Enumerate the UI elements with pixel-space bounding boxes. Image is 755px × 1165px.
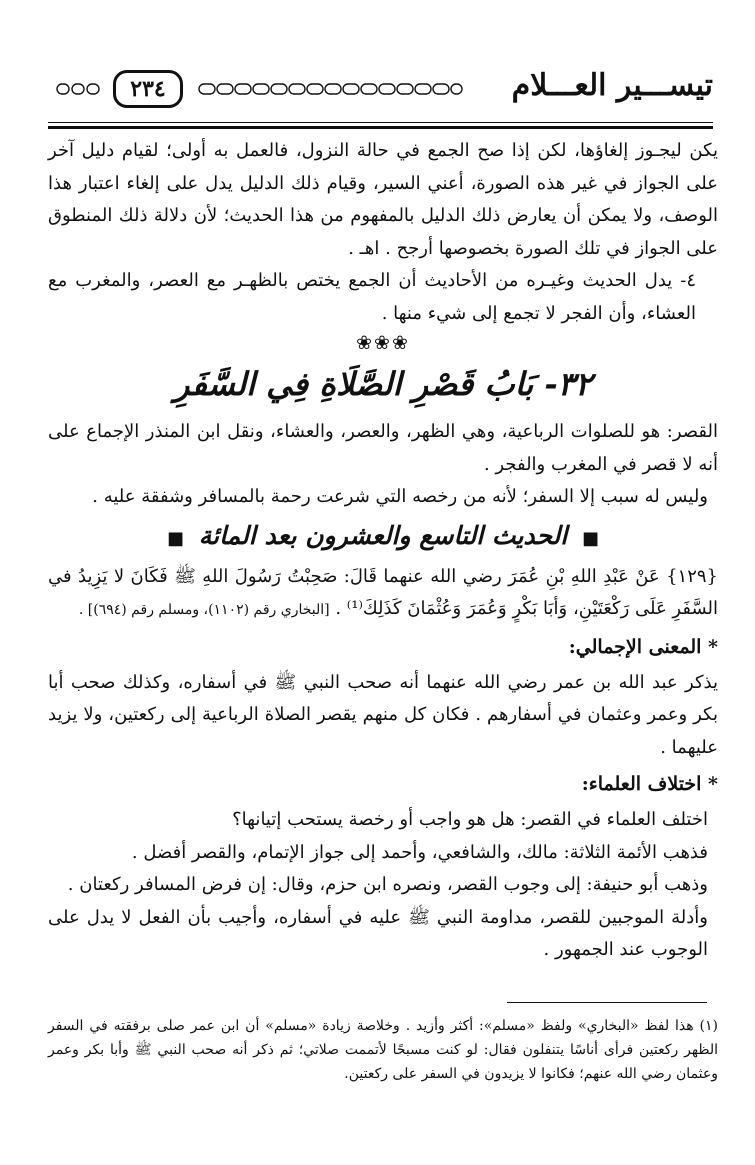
point-four-paragraph: ٤- يدل الحديث وغيـره من الأحاديث أن الجمع يختص بالظهـر مع العصر، والمغرب مع العشاء، وأن الفجر لا تجمع إلى شيء منها .: [48, 270, 696, 324]
general-meaning-heading: * المعنى الإجمالي:: [568, 635, 718, 658]
square-marker-icon: ■: [167, 527, 185, 549]
header-rule-thin: [48, 122, 713, 123]
flower-ornament-icon: ❀❀❀: [356, 332, 410, 354]
hadith-reference: [البخاري رقم (١١٠٢)، ومسلم رقم (٦٩٤)] .: [78, 602, 330, 618]
header-rule-thick: [48, 126, 713, 129]
disagreement-paragraph-3: وذهب أبو حنيفة: إلى وجوب القصر، ونصره ابن حزم، وقال: إن فرض المسافر ركعتان .: [67, 874, 708, 895]
disagreement-paragraph-4: وأدلة الموجبين للقصر، مداومة النبي ﷺ عليه في أسفاره، وأجيب بأن الفعل لا يدل على الوجوب عند الجمهور .: [48, 906, 708, 960]
intro-paragraph: القصر: هو للصلوات الرباعية، وهي الظهر، والعصر، والعشاء، ونقل ابن المنذر الإجماع على أنه لا قصر في المغرب والفجر .: [48, 421, 718, 475]
book-title: تيســـير العـــلام: [511, 68, 713, 103]
disagreement-paragraph-1: اختلف العلماء في القصر: هل هو واجب أو رخصة يستحب إتيانها؟: [232, 809, 708, 830]
hadith-title: [48, 514, 718, 561]
square-marker-icon: ■: [581, 527, 599, 549]
footnote-separator: [507, 1002, 707, 1003]
chain-ornament-small-icon: [56, 82, 100, 96]
general-meaning-text: يذكر عبد الله بن عمر رضي الله عنهما أنه صحب النبي ﷺ في أسفاره، وكذلك صحب أبا بكر وعمر وعثمان في أسفارهم . فكان كل منهم يقصر الصلاة الرباعية إلى ركعتين، ولا يزيد عليهما .: [48, 671, 718, 758]
page-body: [48, 135, 718, 967]
chapter-title: ٣٢- بَابُ قَصْرِ الصَّلَاةِ فِي السَّفَرِ: [173, 365, 593, 403]
footnote: (١) هذا لفظ «البخاري» ولفظ «مسلم»: أكثر وأزيد . وخلاصة زيادة «مسلم» أن ابن عمر صلى برفقته في السفر الظهر ركعتين فرأى أناسًا يتنفلون فقال: لو كنت مسبحًا لأتممت صلاتي؛ ثم ذكر أنه صحب النبي ﷺ وأبا بكر وعمر وعثمان رضي الله عنهم؛ فكانوا لا يزيدون في السفر على ركعتين.: [48, 1018, 718, 1082]
scholars-disagreement-heading: * اختلاف العلماء:: [581, 773, 718, 795]
chain-ornament-icon: [198, 82, 463, 96]
hadith-title-text: الحديث التاسع والعشرون بعد المائة: [198, 520, 568, 550]
hadith-text: [48, 561, 718, 627]
continuation-paragraph: يكن ليجـوز إلغاؤها، لكن إذا صح الجمع في حالة النزول، فالعمل به أولى؛ لقيام دليل آخر على الجواز في غير هذه الصورة، أعني السير، وقيام ذلك الدليل يدل على إلغاء اعتبار هذا الوصف، ولا يمكن أن يعارض ذلك الدليل بالمفهوم من هذا الحديث؛ لأن دلالة ذلك المنطوق على الجواز في تلك الصورة بخصوصها أرجح . اهـ .: [48, 140, 718, 259]
intro-reason-paragraph: وليس له سبب إلا السفر؛ لأنه من رخصه التي شرعت رحمة بالمسافر وشفقة عليه .: [92, 486, 708, 507]
hadith-body: {١٢٩} عَنْ عَبْدِ اللهِ بْنِ عُمَرَ رضي الله عنهما قَالَ: صَحِبْتُ رَسُولَ اللهِ ﷺ فَكَانَ لا يَزِيدُ في السَّفَرِ عَلَى رَكْعَتَيْنِ، وَأبَا بَكْرٍ وَعُمَرَ وَعُثْمَانَ كَذَلِكَ⁽¹⁾ .: [48, 565, 718, 619]
page-header: [48, 60, 713, 140]
page-number: ٢٣٤: [113, 70, 183, 108]
disagreement-paragraph-2: فذهب الأئمة الثلاثة: مالك، والشافعي، وأحمد إلى جواز الإتمام، والقصر أفضل .: [131, 841, 708, 863]
